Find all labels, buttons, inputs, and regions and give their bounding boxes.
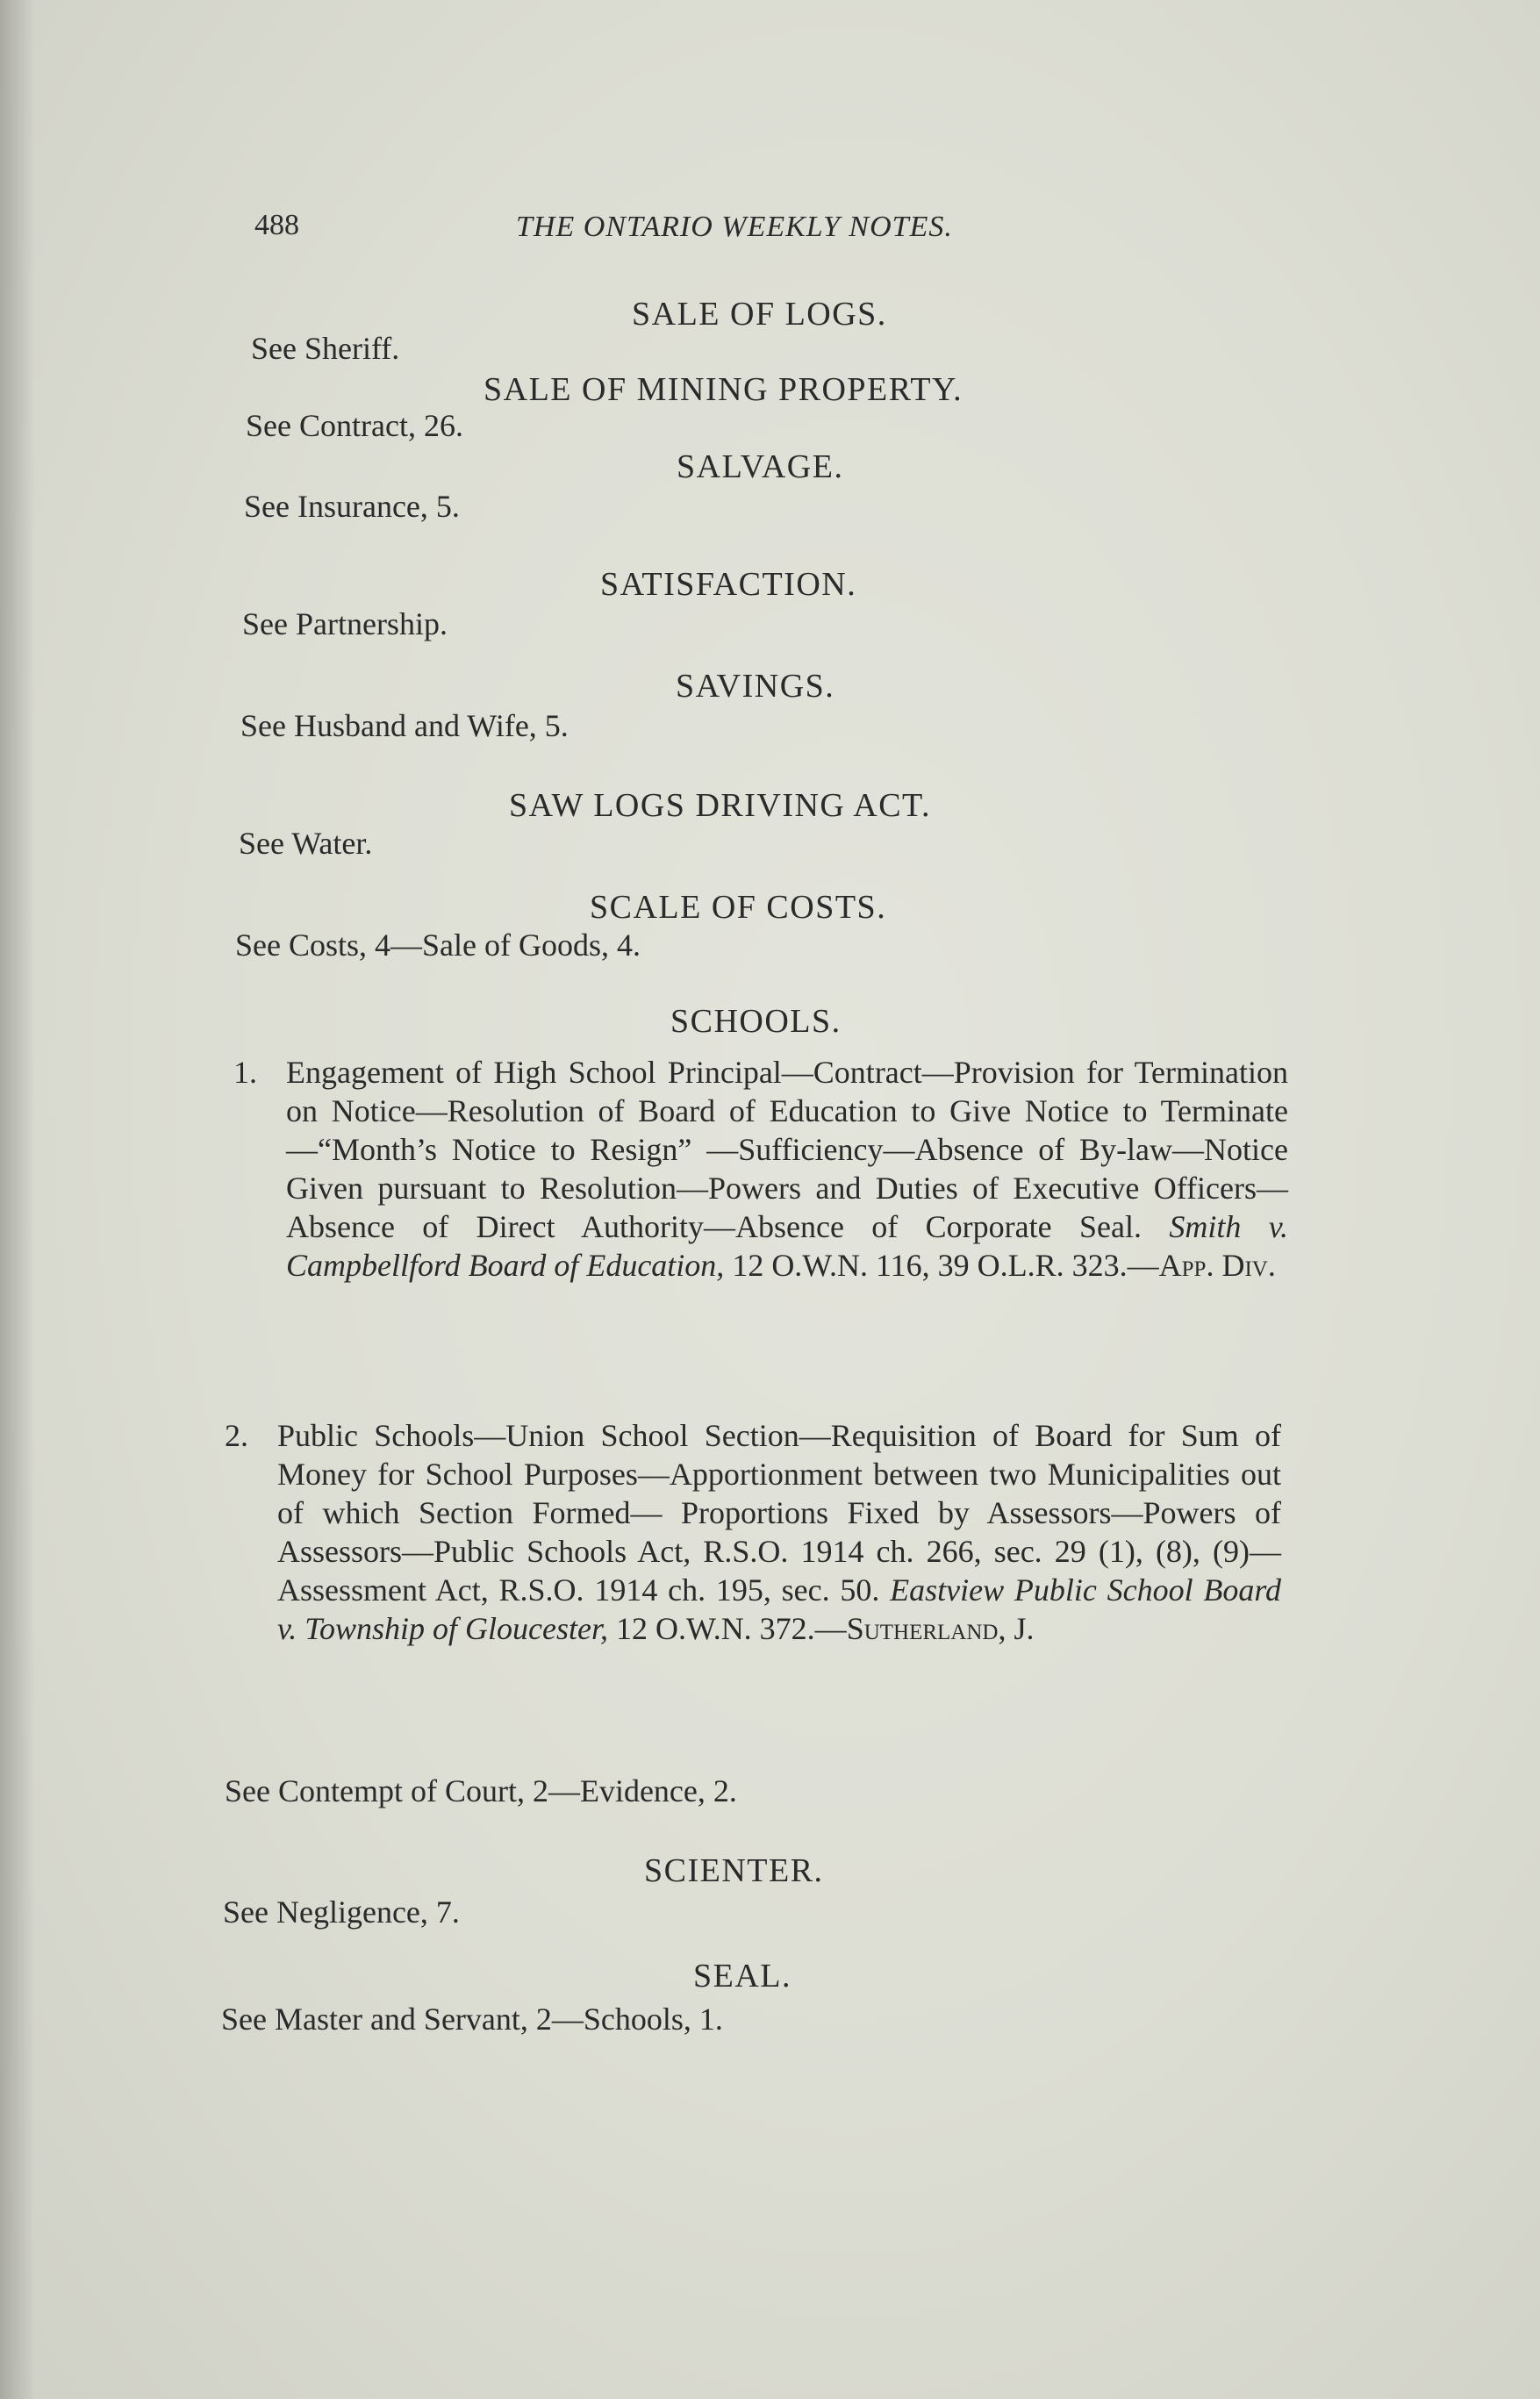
schools-entry-1 [233, 1053, 1288, 1285]
page-gutter-shadow [0, 0, 35, 2399]
heading-seal: SEAL. [693, 1958, 791, 1994]
entry-headnote: Public Schools—Union School Section—Requisition of Board for Sum of Money for School Purposes—Apportionment between two Municipalities out of which Section Formed— Proportions Fixed by Assessors—Powers of Assessors—Public Schools Act, R.S.O. 1914 ch. 266, sec. 29 (1), (8), (9)— Assessment Act, R.S.O. 1914 ch. 195, sec. 50. [277, 1418, 1281, 1608]
running-title: THE ONTARIO WEEKLY NOTES. [516, 211, 953, 243]
heading-scienter: SCIENTER. [644, 1852, 824, 1889]
court-name: Sutherland, J. [846, 1611, 1035, 1646]
entry-number: 2. [225, 1418, 248, 1453]
see-also-scienter: See Negligence, 7. [223, 1894, 460, 1930]
see-also-satisfaction: See Partnership. [242, 606, 448, 641]
heading-schools: SCHOOLS. [670, 1003, 842, 1040]
page-number: 488 [254, 209, 299, 241]
heading-saw-logs-driving-act: SAW LOGS DRIVING ACT. [509, 787, 931, 824]
see-also-sale-of-logs: See Sheriff. [251, 331, 400, 366]
case-citation: 12 O.W.N. 116, 39 O.L.R. 323.— [732, 1248, 1159, 1283]
case-citation: 12 O.W.N. 372.— [616, 1611, 847, 1646]
see-also-saw-logs-driving-act: See Water. [239, 826, 373, 861]
page-header [254, 209, 1290, 253]
heading-sale-of-logs: SALE OF LOGS. [632, 296, 887, 333]
see-also-scale-of-costs: See Costs, 4—Sale of Goods, 4. [235, 927, 641, 963]
heading-satisfaction: SATISFACTION. [600, 566, 857, 603]
see-also-savings: See Husband and Wife, 5. [240, 708, 569, 743]
heading-salvage: SALVAGE. [677, 448, 844, 485]
entry-body [286, 1053, 1288, 1285]
entry-number: 1. [233, 1055, 257, 1090]
entry-body [277, 1416, 1281, 1648]
see-also-schools: See Contempt of Court, 2—Evidence, 2. [225, 1773, 737, 1808]
heading-sale-of-mining-property: SALE OF MINING PROPERTY. [483, 371, 963, 408]
see-also-seal: See Master and Servant, 2—Schools, 1. [221, 2002, 723, 2037]
case-name: Smith v. Campbellford Board of Education, [286, 1209, 1289, 1283]
entry-headnote: Engagement of High School Principal—Contract—Provision for Termination on Notice—Resolution of Board of Education to Give Notice to Terminate—“Month’s Notice to Resign” —Sufficiency—Absence of By-law—Notice Given pursuant to Resolution—Powers and Duties of Executive Officers— Absence of Direct Authority—Absence of Corporate Seal. [286, 1055, 1288, 1244]
see-also-sale-of-mining-property: See Contract, 26. [246, 408, 463, 443]
schools-entry-2 [225, 1416, 1281, 1648]
heading-savings: SAVINGS. [676, 668, 835, 705]
heading-scale-of-costs: SCALE OF COSTS. [590, 889, 887, 926]
court-name: App. Div. [1158, 1248, 1276, 1283]
see-also-salvage: See Insurance, 5. [244, 489, 460, 524]
case-name: Eastview Public School Board v. Township of Gloucester, [277, 1572, 1282, 1646]
